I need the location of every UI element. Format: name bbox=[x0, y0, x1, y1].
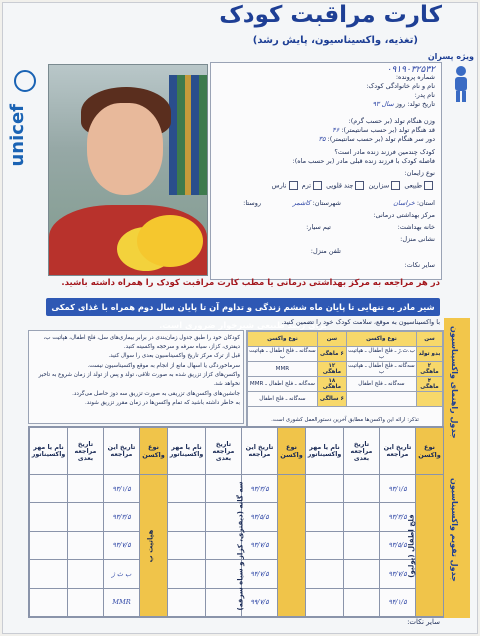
boy-icon bbox=[446, 64, 476, 104]
vaccination-record-grid bbox=[28, 426, 444, 618]
field-province: استان: خراسان bbox=[393, 199, 435, 207]
field-birth-date: تاریخ تولد: روز سال ۹۳ bbox=[372, 100, 435, 108]
field-county: شهرستان: کاشمر bbox=[292, 199, 341, 207]
checkbox-natural[interactable] bbox=[424, 181, 433, 190]
child-info-box bbox=[210, 62, 442, 280]
field-birth-height: قد هنگام تولد (بر حسب سانتیمتر): ۴۶ bbox=[332, 126, 435, 134]
grid-row: ۹۳/۷/۵ ۹۴/۷/۵ ب ث ژ bbox=[30, 560, 444, 588]
sched-header: سن bbox=[416, 332, 442, 347]
field-other-notes: سایر نکات: bbox=[404, 261, 435, 269]
note-item: سرماخوردگی یا اسهال مانع از انجام به موقع واکسیناسیون نیست. bbox=[87, 362, 240, 369]
sched-header: سن bbox=[317, 332, 346, 347]
note-item: کودکان خود را طبق جدول زمان‌بندی در برابر بیماری‌های سل، فلج اطفال، هپاتیت ب، دیفتری، کزاز، سیاه سرفه و سرخجه واکسینه کنید. bbox=[43, 335, 240, 350]
vaccine-dtp: سه گانه (دیفتری، کزاز و سیاه سرفه) bbox=[278, 475, 306, 617]
card-subtitle: (تغذیه، واکسیناسیون، پایش رشد) bbox=[252, 35, 418, 46]
sched-footnote: تذکر: ارائه این واکسن‌ها مطابق آخرین دستورالعمل کشوری است. bbox=[248, 407, 443, 434]
unicef-logo bbox=[4, 44, 44, 254]
field-health-center: مرکز بهداشتی درمانی: bbox=[373, 211, 435, 219]
sidebar-title-2: جدول تقویم واکسیناسیون bbox=[450, 478, 459, 582]
checkbox-cesarean[interactable] bbox=[391, 181, 400, 190]
banner-bring-card: در هر مراجعه به مرکز بهداشتی درمانی یا مطب کارت مراقبت کودک را همراه داشته باشید. bbox=[61, 278, 440, 288]
grid-row: ۹۴/۱/۵ ۹۹/۷/۵ MMR bbox=[30, 588, 444, 616]
grid-row: ۹۳/۳/۵ ۹۳/۵/۵ ۹۳/۳/۵ bbox=[30, 503, 444, 531]
field-address: نشانی منزل: bbox=[400, 235, 435, 243]
boy-label: ویژه پسران bbox=[427, 52, 474, 61]
field-father-name: نام پدر: bbox=[414, 91, 435, 99]
vaccine-polio: فلج اطفال (پولیو) bbox=[416, 475, 444, 617]
checkbox-preterm[interactable] bbox=[289, 181, 298, 190]
sched-row: بدو تولد ب.ث.ژ ـ فلج اطفال ـ هپاتیت ب ۶ ماهگی سه‌گانه ـ فلج اطفال ـ هپاتیت ب bbox=[248, 347, 443, 362]
sched-header: نوع واکسن bbox=[346, 332, 416, 347]
vaccine-hepb: هپاتیت ب bbox=[140, 475, 168, 617]
field-village: روستا: bbox=[243, 199, 261, 207]
child-photo bbox=[48, 64, 208, 276]
phone-handwritten: ۰۹۱۹۰۳۲۵۳۲ bbox=[386, 65, 435, 75]
vaccination-slogan: با واکسیناسیون به موقع، سلامت کودک خود را تضمین کنید. bbox=[281, 318, 440, 326]
field-file-number: شماره پرونده: bbox=[395, 73, 435, 81]
note-item: جانشین‌های واکسن‌های تزریقی به صورت تزریق سه دوز حاصل می‌گردد. bbox=[72, 390, 240, 397]
field-birth-weight: وزن هنگام تولد (بر حسب گرم): bbox=[348, 117, 435, 125]
sched-header: نوع واکسن bbox=[248, 332, 318, 347]
vaccination-notes bbox=[28, 330, 244, 424]
globe-icon bbox=[14, 70, 36, 92]
field-delivery-type: نوع زایمان: bbox=[404, 169, 435, 177]
grid-row: ۹۳/۵/۵ ۹۳/۷/۵ ۹۳/۷/۵ bbox=[30, 531, 444, 559]
field-child-order: کودک چندمین فرزند زنده مادر است؟ bbox=[334, 148, 435, 156]
note-item: به خاطر داشته باشید که تمام واکسن‌ها در زمان مقرر تزریق شوند. bbox=[85, 400, 240, 407]
birth-type-options: طبیعی سزارین چند قلویی ترم نارس bbox=[272, 181, 435, 190]
field-mobile-team: تیم سیار: bbox=[306, 223, 331, 231]
note-item: واکسن‌های کزاز تزریق شده به صورت تلاقی، تولد و پس از تولد از زمان شروع به تاخیر نخواهد شد. bbox=[38, 372, 240, 387]
sidebar-title: جدول راهنمای واکسیناسیون bbox=[450, 326, 459, 439]
field-phone: تلفن منزل: bbox=[310, 247, 341, 255]
field-child-name: نام و نام خانوادگی کودک: bbox=[366, 82, 435, 90]
sched-row: ۴ ماهگی سه‌گانه ـ فلج اطفال ۱۸ ماهگی سه‌گانه ـ فلج اطفال ـ MMR bbox=[248, 377, 443, 392]
vaccine-sidebar bbox=[444, 318, 470, 618]
unicef-wordmark: unicef bbox=[7, 104, 28, 167]
card-title: کارت مراقبت کودک bbox=[219, 2, 442, 28]
field-birth-interval: فاصله کودک با فرزند زنده قبلی مادر (بر حسب ماه): bbox=[292, 157, 435, 165]
checkbox-term[interactable] bbox=[313, 181, 322, 190]
field-head-circumference: دور سر هنگام تولد (بر حسب سانتیمتر): ۳۵ bbox=[318, 135, 435, 143]
grid-header-row: نوع واکسن تاریخ این مراجعه تاریخ مراجعه بعدی نام یا مهر واکسیناتور نوع واکسن تاریخ این مراجعه تاریخ مراجعه بعدی نام یا مهر واکسیناتور نوع واکسن تاریخ این مراجعه تاریخ مراجعه بعدی نام یا مهر واکسیناتور bbox=[30, 428, 444, 475]
banner-breastfeeding: شیر مادر به تنهایی تا پایان ماه ششم زندگی و تداوم آن تا پایان سال دوم همراه با غذای کمکی برای رشد طبیعی شیرخوار ضروری است. bbox=[46, 298, 440, 316]
field-health-house: خانه بهداشت: bbox=[397, 223, 435, 231]
footer-other-notes: سایر نکات: bbox=[407, 618, 440, 626]
grid-row: فلج اطفال (پولیو) ۹۳/۱/۵ سه گانه (دیفتری، کزاز و سیاه سرفه) ۹۳/۳/۵ هپاتیت ب ۹۳/۱/۵ bbox=[30, 475, 444, 503]
checkbox-multiple[interactable] bbox=[355, 181, 364, 190]
note-item: قبل از ترک مرکز تاریخ واکسیناسیون بعدی را سوال کنید. bbox=[108, 353, 240, 360]
sched-row: ۶ سالگی سه‌گانه ـ فلج اطفال bbox=[248, 392, 443, 407]
sched-row: ۲ ماهگی سه‌گانه ـ فلج اطفال ـ هپاتیت ب ۱۲ ماهگی MMR bbox=[248, 362, 443, 377]
